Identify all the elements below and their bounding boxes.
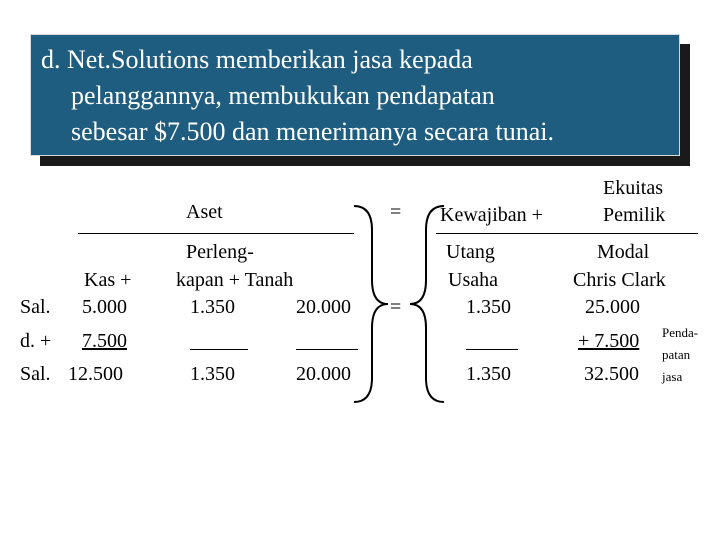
row-label: Sal. bbox=[20, 296, 51, 318]
ekuitas-header-1: Ekuitas bbox=[603, 177, 663, 199]
right-brace bbox=[408, 200, 448, 410]
kas-value: 7.500 bbox=[82, 330, 127, 352]
equals-sign: = bbox=[390, 296, 402, 318]
kas-value: 5.000 bbox=[82, 296, 127, 318]
utang-header-1: Utang bbox=[446, 241, 495, 263]
utang-blank-rule bbox=[466, 349, 518, 350]
note-line-3: jasa bbox=[662, 369, 683, 384]
perlengkapan-value: 1.350 bbox=[190, 363, 235, 385]
aset-header: Aset bbox=[186, 201, 223, 223]
tanah-blank-rule bbox=[296, 349, 358, 350]
utang-header-2: Usaha bbox=[448, 269, 498, 291]
modal-header-2: Chris Clark bbox=[573, 269, 666, 291]
note-line-2: patan bbox=[662, 347, 691, 362]
aset-rule bbox=[78, 233, 354, 234]
tanah-value: 20.000 bbox=[296, 363, 351, 385]
modal-value: 25.000 bbox=[585, 296, 640, 318]
modal-value: 32.500 bbox=[584, 363, 639, 385]
equals-header: = bbox=[390, 201, 402, 223]
title-line-2: pelanggannya, membukukan pendapatan bbox=[71, 81, 495, 110]
note-line-1: Penda- bbox=[662, 325, 699, 340]
kas-value: 12.500 bbox=[68, 363, 123, 385]
perlengkapan-blank-rule bbox=[190, 349, 248, 350]
kas-header: Kas + bbox=[84, 269, 132, 291]
perlengkapan-header-1: Perleng- bbox=[186, 241, 254, 263]
title-line-1: d. Net.Solutions memberikan jasa kepada bbox=[41, 45, 473, 74]
liabilities-equity-rule bbox=[436, 233, 698, 234]
title-line-3: sebesar $7.500 dan menerimanya secara tunai. bbox=[71, 117, 554, 146]
utang-value: 1.350 bbox=[466, 296, 511, 318]
tanah-value: 20.000 bbox=[296, 296, 351, 318]
ekuitas-header-2: Pemilik bbox=[603, 204, 666, 226]
kewajiban-header: Kewajiban + bbox=[440, 204, 543, 226]
perlengkapan-tanah-header: kapan + Tanah bbox=[176, 269, 294, 291]
modal-header-1: Modal bbox=[597, 241, 650, 263]
row-label: d. + bbox=[20, 330, 52, 352]
left-brace bbox=[350, 200, 390, 410]
title-box bbox=[30, 34, 680, 156]
row-label: Sal. bbox=[20, 363, 51, 385]
utang-value: 1.350 bbox=[466, 363, 511, 385]
modal-value: + 7.500 bbox=[578, 330, 640, 352]
perlengkapan-value: 1.350 bbox=[190, 296, 235, 318]
